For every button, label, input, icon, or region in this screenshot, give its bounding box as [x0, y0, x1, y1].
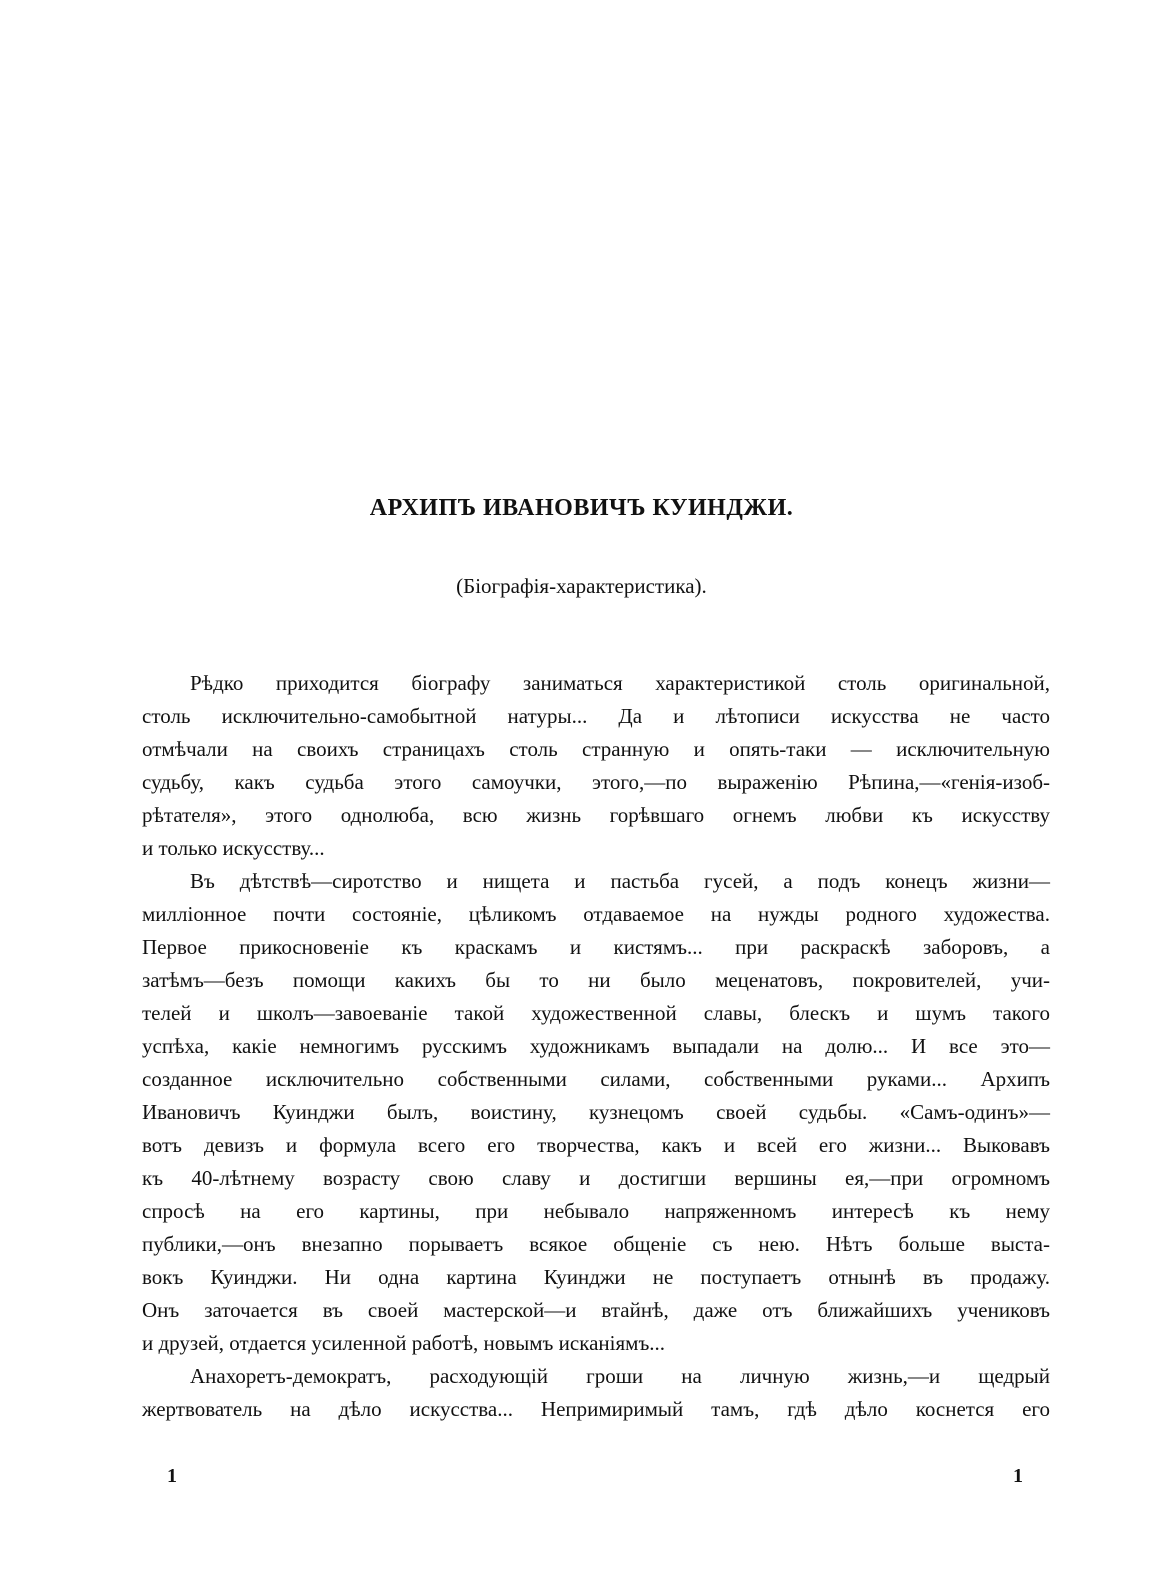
text-line: спросѣ на его картины, при небывало напряженномъ интересѣ къ нему	[142, 1199, 1050, 1223]
text-line: Въ дѣтствѣ—сиротство и нищета и пастьба гусей, а подъ конецъ жизни—	[190, 869, 1050, 893]
body-text	[142, 667, 1050, 1426]
page-number-left: 1	[167, 1465, 177, 1487]
text-line: телей и школъ—завоеваніе такой художественной славы, блескъ и шумъ такого	[142, 1001, 1050, 1025]
text-line: и друзей, отдается усиленной работѣ, новымъ исканіямъ...	[142, 1331, 666, 1355]
text-line: столь исключительно-самобытной натуры... Да и лѣтописи искусства не часто	[142, 704, 1050, 728]
text-line: милліонное почти состояніе, цѣликомъ отдаваемое на нужды родного художества.	[142, 902, 1050, 926]
text-line: Анахоретъ-демократъ, расходующій гроши на личную жизнь,—и щедрый	[190, 1364, 1050, 1388]
text-line: созданное исключительно собственными силами, собственными руками... Архипъ	[142, 1067, 1050, 1091]
text-line: вокъ Куинджи. Ни одна картина Куинджи не поступаетъ отнынѣ въ продажу.	[142, 1265, 1050, 1289]
text-line: Ивановичъ Куинджи былъ, воистину, кузнецомъ своей судьбы. «Самъ-одинъ»—	[142, 1100, 1050, 1124]
text-line: публики,—онъ внезапно порываетъ всякое общеніе съ нею. Нѣтъ больше выста-	[142, 1232, 1050, 1256]
page-number-right: 1	[1013, 1465, 1023, 1487]
text-line: успѣха, какіе немногимъ русскимъ художникамъ выпадали на долю... И все это—	[142, 1034, 1050, 1058]
text-line: Первое прикосновеніе къ краскамъ и кистямъ... при раскраскѣ заборовъ, а	[142, 935, 1050, 959]
text-line: жертвователь на дѣло искусства... Непримиримый тамъ, гдѣ дѣло коснется его	[142, 1397, 1050, 1421]
text-line: судьбу, какъ судьба этого самоучки, этого,—по выраженію Рѣпина,—«генія-изоб-	[142, 770, 1050, 794]
text-line: затѣмъ—безъ помощи какихъ бы то ни было меценатовъ, покровителей, учи-	[142, 968, 1050, 992]
page-title: АРХИПЪ ИВАНОВИЧЪ КУИНДЖИ.	[369, 495, 794, 521]
text-line: отмѣчали на своихъ страницахъ столь странную и опять-таки — исключительную	[142, 737, 1050, 761]
page-subtitle: (Біографія-характеристика).	[456, 574, 707, 598]
text-line: и только искусству...	[142, 836, 325, 860]
text-line: рѣтателя», этого однолюба, всю жизнь горѣвшаго огнемъ любви къ искусству	[142, 803, 1050, 827]
text-line: Рѣдко приходится біографу заниматься характеристикой столь оригинальной,	[190, 671, 1050, 695]
text-line: Онъ заточается въ своей мастерской—и втайнѣ, даже отъ ближайшихъ учениковъ	[142, 1298, 1050, 1322]
text-line: вотъ девизъ и формула всего его творчества, какъ и всей его жизни... Выковавъ	[142, 1133, 1050, 1157]
text-line: къ 40-лѣтнему возрасту свою славу и достигши вершины ея,—при огромномъ	[142, 1166, 1050, 1190]
